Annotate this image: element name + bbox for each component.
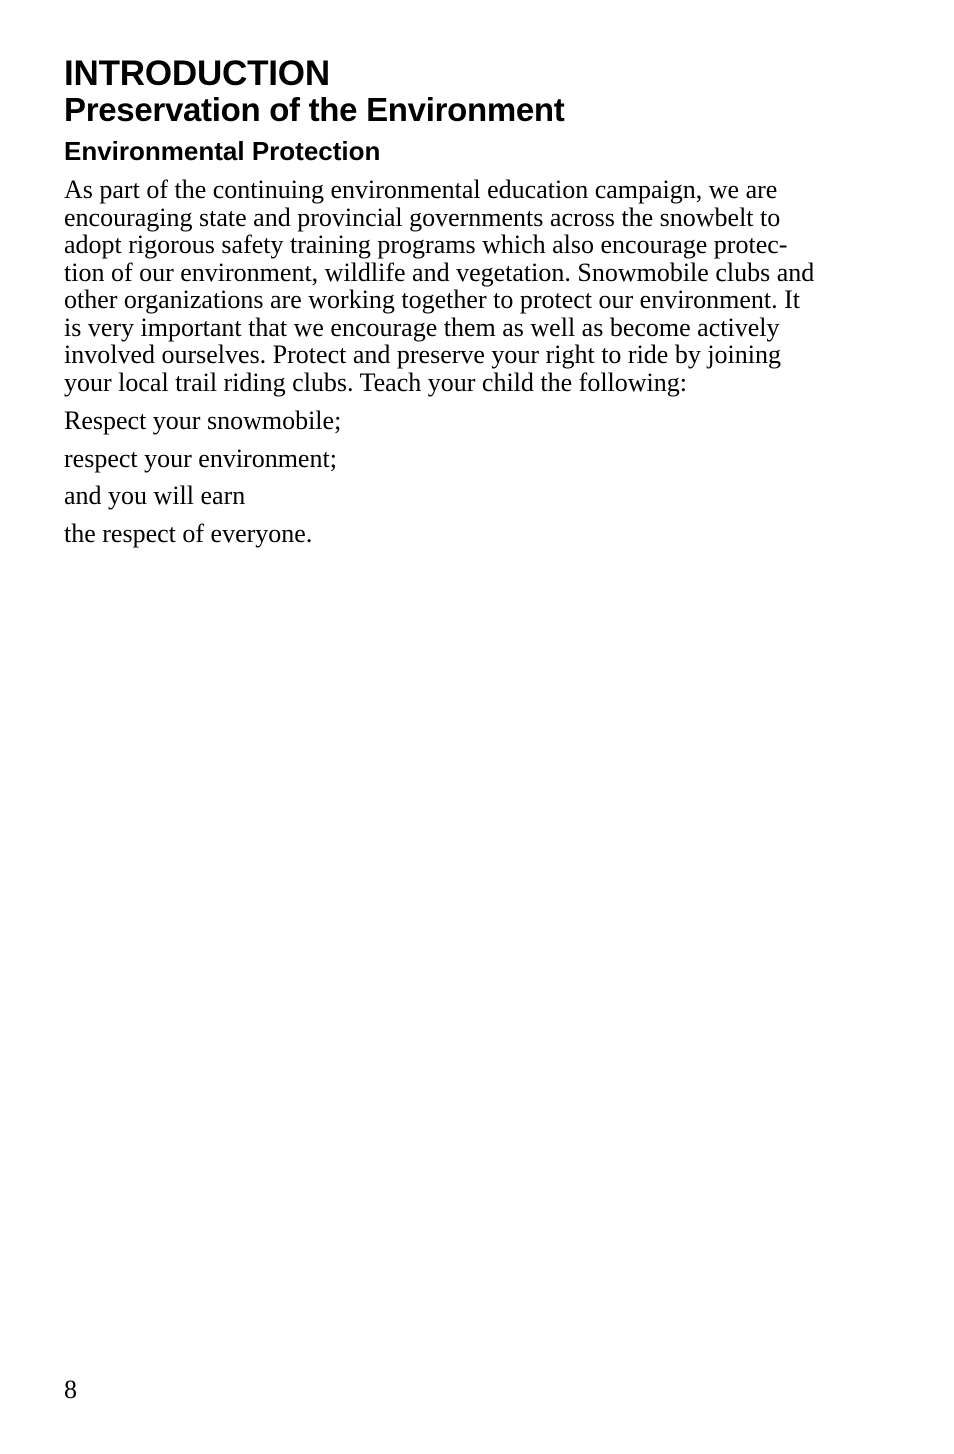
verse-line-2: respect your environment; [64, 443, 337, 473]
page-number: 8 [64, 1375, 77, 1404]
verse-line-1: Respect your snowmobile; [64, 406, 342, 435]
chapter-title: INTRODUCTION [64, 54, 330, 93]
body-line: involved ourselves. Protect and preserve your right to ride by joining [64, 340, 782, 369]
body-line: your local trail riding clubs. Teach your child the following: [64, 367, 687, 397]
section-title: Preservation of the Environment [64, 91, 565, 128]
body-line: As part of the continuing environmental education campaign, we are [64, 175, 778, 204]
page-content [64, 56, 864, 547]
verse-line-3: and you will earn [64, 481, 246, 510]
body-paragraph [64, 176, 864, 396]
subsection-title: Environmental Protection [64, 136, 381, 166]
body-line: encouraging state and provincial governments across the snowbelt to [64, 202, 781, 232]
body-line: adopt rigorous safety training programs which also encourage protec- [64, 230, 788, 259]
body-line: tion of our environment, wildlife and vegetation. Snowmobile clubs and [64, 257, 815, 287]
body-line: other organizations are working together to protect our environment. It [64, 285, 800, 314]
verse-line-4: the respect of everyone. [64, 518, 313, 548]
body-line: is very important that we encourage them as well as become actively [64, 312, 780, 342]
verse-block [64, 407, 864, 547]
